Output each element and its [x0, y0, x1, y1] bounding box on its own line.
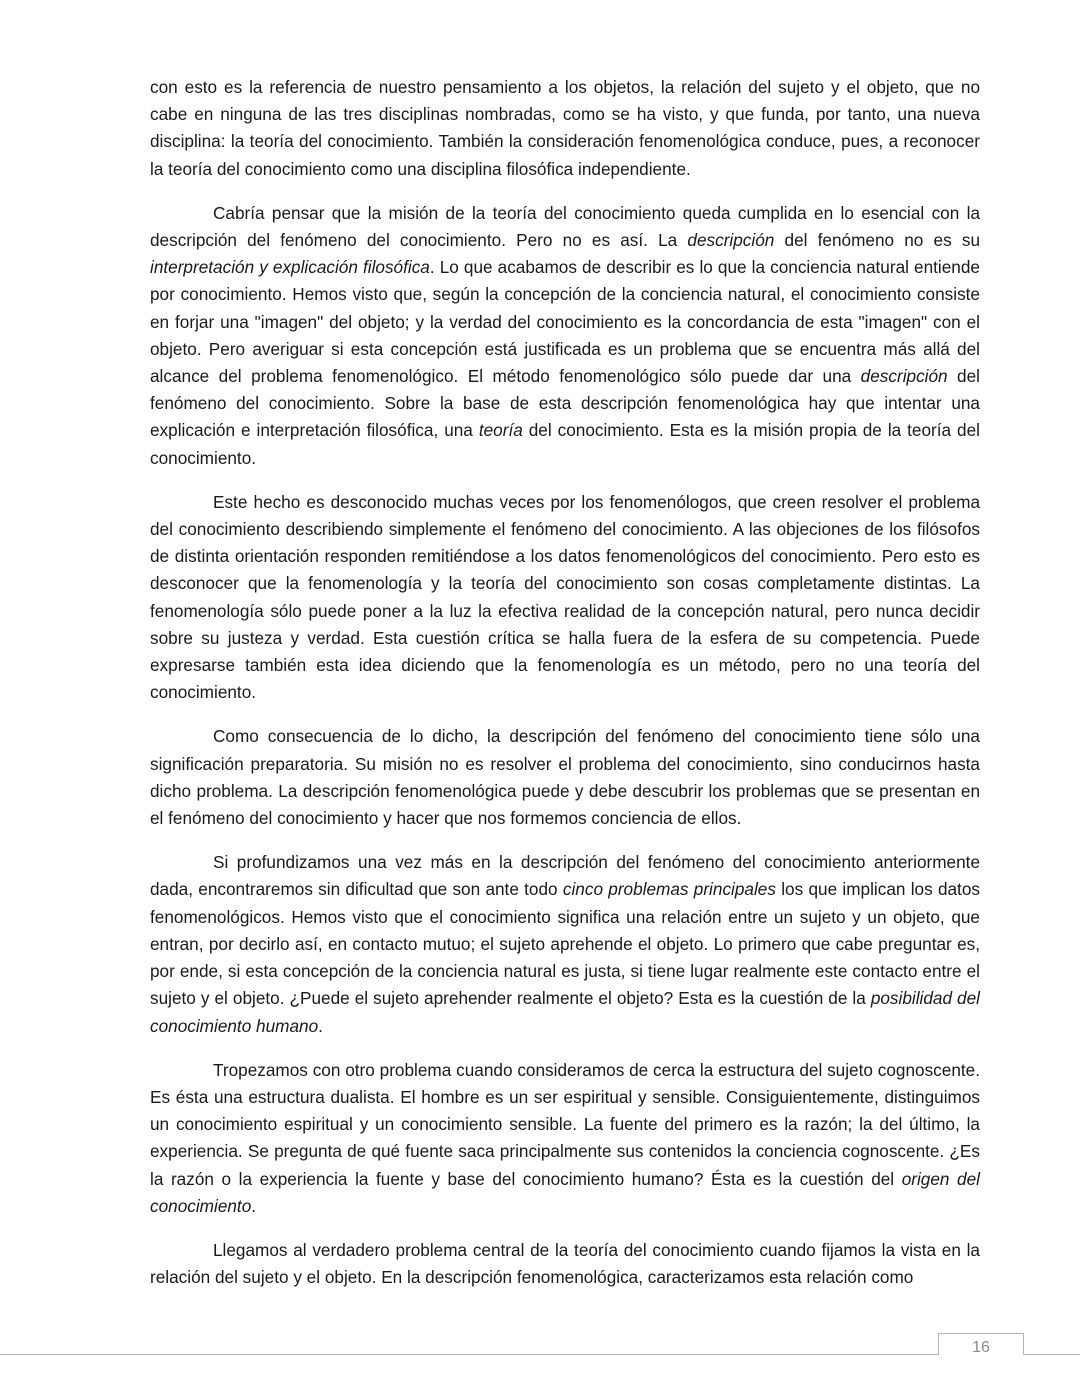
paragraph-text: . [251, 1195, 257, 1216]
paragraph-7 [150, 1237, 980, 1291]
paragraph-text: Cabría pensar que la misión de la teoría del conocimiento queda cumplida en lo esencial con la descripción del fenómeno del conocimiento. Pero no es así. La [150, 202, 980, 251]
paragraph-4 [150, 723, 980, 832]
paragraph-1 [150, 74, 980, 183]
paragraph-text: del fenómeno del conocimiento. Sobre la base de esta descripción fenomenológica hay que intentar una explicación e interpretación filosófica, una [150, 366, 980, 441]
paragraph-text: con esto es la referencia de nuestro pensamiento a los objetos, la relación del sujeto y el objeto, que no cabe en ninguna de las tres disciplinas nombradas, como se ha visto, y que funda, por tanto, una nueva disciplina: la teoría del conocimiento. También la consideración fenomenológica conduce, pues, a reconocer la teoría del conocimiento como una disciplina filosófica independiente. [150, 77, 980, 179]
emphasis-text: interpretación y explicación filosófica [150, 257, 430, 278]
paragraph-2 [150, 200, 980, 472]
paragraph-text: Este hecho es desconocido muchas veces por los fenomenólogos, que creen resolver el problema del conocimiento describiendo simplemente el fenómeno del conocimiento. A las objeciones de los filósofos de distinta orientación responden remitiéndose a los datos fenomenológicos del conocimiento. Pero esto es desconocer que la fenomenología y la teoría del conocimiento son cosas completamente distintas. La fenomenología sólo puede poner a la luz la efectiva realidad de la concepción natural, pero nunca decidir sobre su justeza y verdad. Esta cuestión crítica se halla fuera de la esfera de su competencia. Puede expresarse también esta idea diciendo que la fenomenología es un método, pero no una teoría del conocimiento. [150, 491, 980, 703]
paragraph-text: . [318, 1015, 323, 1036]
footer-divider [1023, 1354, 1080, 1355]
paragraph-text: los que implican los datos fenomenológicos. Hemos visto que el conocimiento significa una relación entre un sujeto y un objeto, que entran, por decirlo así, en contacto mutuo; el sujeto aprehende el objeto. Lo primero que cabe preguntar es, por ende, si esta concepción de la conciencia natural es justa, si tiene lugar realmente este contacto entre el sujeto y el objeto. ¿Puede el sujeto aprehender realmente el objeto? Esta es la cuestión de la [150, 879, 980, 1009]
emphasis-text: teoría [478, 420, 523, 441]
emphasis-text: descripción [860, 366, 948, 387]
paragraph-text: Tropezamos con otro problema cuando consideramos de cerca la estructura del sujeto cognoscente. Es ésta una estructura dualista. El hombre es un ser espiritual y sensible. Consiguientemente, distinguimos un conocimiento espiritual y un conocimiento sensible. La fuente del primero es la razón; la del último, la experiencia. Se pregunta de qué fuente saca principalmente sus contenidos la conciencia cognoscente. ¿Es la razón o la experiencia la fuente y base del conocimiento humano? Ésta es la cuestión del [150, 1059, 980, 1189]
emphasis-text: cinco problemas principales [562, 879, 776, 900]
emphasis-text: posibilidad del conocimiento humano [150, 988, 980, 1036]
document-body [150, 74, 980, 1308]
paragraph-5 [150, 849, 980, 1039]
paragraph-text: Como consecuencia de lo dicho, la descripción del fenómeno del conocimiento tiene sólo una significación preparatoria. Su misión no es resolver el problema del conocimiento, sino conducirnos hasta dicho problema. La descripción fenomenológica puede y debe descubrir los problemas que se presentan en el fenómeno del conocimiento y hacer que nos formemos conciencia de ellos. [150, 726, 980, 829]
footer-divider [0, 1354, 938, 1355]
paragraph-3 [150, 489, 980, 707]
emphasis-text: descripción [687, 230, 775, 251]
paragraph-6 [150, 1057, 980, 1220]
paragraph-text: Llegamos al verdadero problema central de la teoría del conocimiento cuando fijamos la vista en la relación del sujeto y el objeto. En la descripción fenomenológica, caracterizamos esta relación como [150, 1239, 980, 1288]
paragraph-text: del conocimiento. Esta es la misión propia de la teoría del conocimiento. [150, 420, 980, 468]
paragraph-text: Si profundizamos una vez más en la descripción del fenómeno del conocimiento anteriormente dada, encontraremos sin dificultad que son ante todo [150, 852, 980, 900]
emphasis-text: origen del conocimiento [150, 1168, 980, 1216]
paragraph-text: . Lo que acabamos de describir es lo que la conciencia natural entiende por conocimiento. Hemos visto que, según la concepción de la conciencia natural, el conocimiento consiste en forjar una "imagen" del objeto; y la verdad del conocimiento es la concordancia de esta "imagen" con el objeto. Pero averiguar si esta concepción está justificada es un problema que se encuentra más allá del alcance del problema fenomenológico. El método fenomenológico sólo puede dar una [150, 257, 980, 387]
page-number: 16 [938, 1333, 1024, 1355]
paragraph-text: del fenómeno no es su [774, 230, 980, 251]
